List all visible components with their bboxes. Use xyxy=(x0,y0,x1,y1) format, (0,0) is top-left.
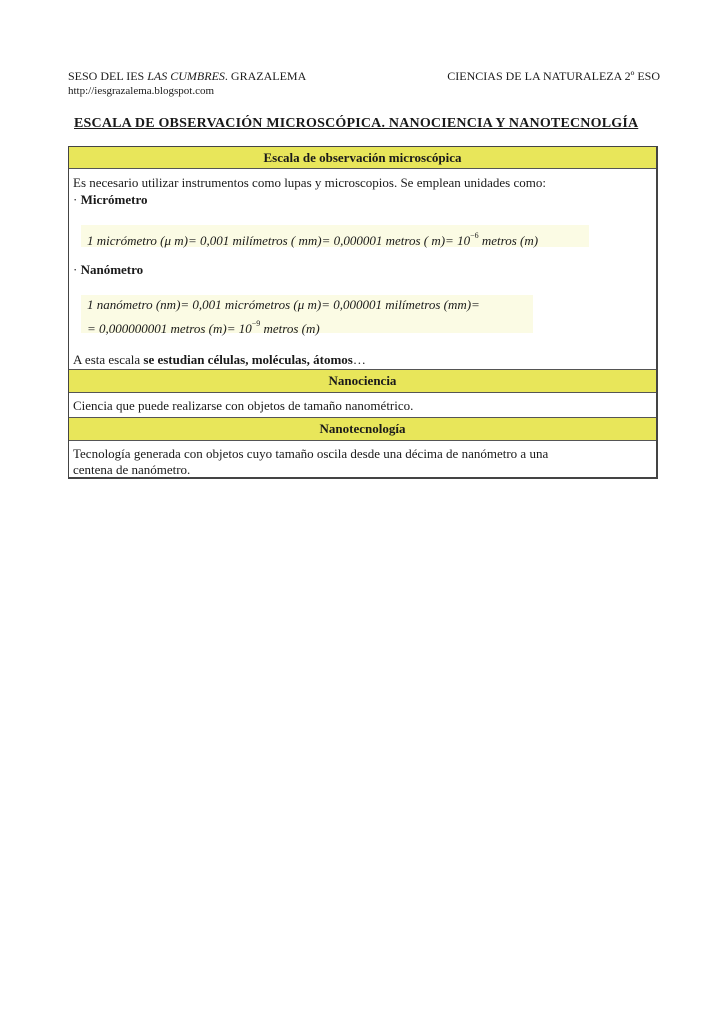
nanotecnologia-text-line2: centena de nanómetro. xyxy=(73,462,191,477)
school-name xyxy=(68,69,306,84)
nanotecnologia-text-line1: Tecnología generada con objetos cuyo tamaño oscila desde una décima de nanómetro a una xyxy=(73,446,549,461)
section-heading-escala: Escala de observación microscópica xyxy=(69,147,656,169)
section-heading-nanociencia: Nanociencia xyxy=(69,369,656,393)
formula-nanometro-line2 xyxy=(87,314,527,338)
bullet-micrometro: · Micrómetro xyxy=(73,192,148,207)
section-heading-nanotecnologia: Nanotecnología xyxy=(69,417,656,441)
school-italic: LAS CUMBRES xyxy=(147,69,225,83)
blog-link[interactable]: http://iesgrazalema.blogspot.com xyxy=(68,85,215,97)
formula-nanometro-line1: 1 nanómetro (nm)= 0,001 micrómetros (μ m)= 0,000001 milímetros (mm)= xyxy=(87,297,480,312)
course-name: CIENCIAS DE LA NATURALEZA 2º ESO xyxy=(447,69,660,83)
content-table xyxy=(68,146,658,479)
formula-nanometro-unit: metros (m) xyxy=(260,321,320,336)
page-title: ESCALA DE OBSERVACIÓN MICROSCÓPICA. NANOCIENCIA Y NANOTECNOLGÍA xyxy=(74,116,639,131)
formula-nanometro xyxy=(81,295,533,336)
intro-text: Es necesario utilizar instrumentos como lupas y microscopios. Se emplean unidades como: xyxy=(73,175,546,190)
closing-text xyxy=(73,352,366,368)
bullet-nanometro: · Nanómetro xyxy=(73,262,144,277)
closing-suffix: … xyxy=(352,352,366,367)
bullet-micrometro-label: Micrómetro xyxy=(80,192,148,207)
closing-bold: se estudian células, moléculas, átomos xyxy=(143,352,353,367)
formula-micrometro xyxy=(81,225,589,247)
nanociencia-text: Ciencia que puede realizarse con objetos de tamaño nanométrico. xyxy=(73,398,414,413)
formula-micrometro-unit: metros (m) xyxy=(478,233,539,248)
closing-prefix: A esta escala xyxy=(73,352,144,367)
bullet-nanometro-label: Nanómetro xyxy=(80,262,144,277)
formula-nanometro-exponent: −9 xyxy=(251,319,261,328)
formula-nanometro-line2-text: = 0,000000001 metros (m)= 10 xyxy=(87,321,252,336)
formula-micrometro-exponent: −6 xyxy=(470,231,479,240)
school-prefix: SESO DEL IES xyxy=(68,69,148,83)
school-suffix: . GRAZALEMA xyxy=(224,69,307,83)
formula-micrometro-text: 1 micrómetro (μ m)= 0,001 milímetros ( mm)= 0,000001 metros ( m)= 10 xyxy=(87,233,471,248)
